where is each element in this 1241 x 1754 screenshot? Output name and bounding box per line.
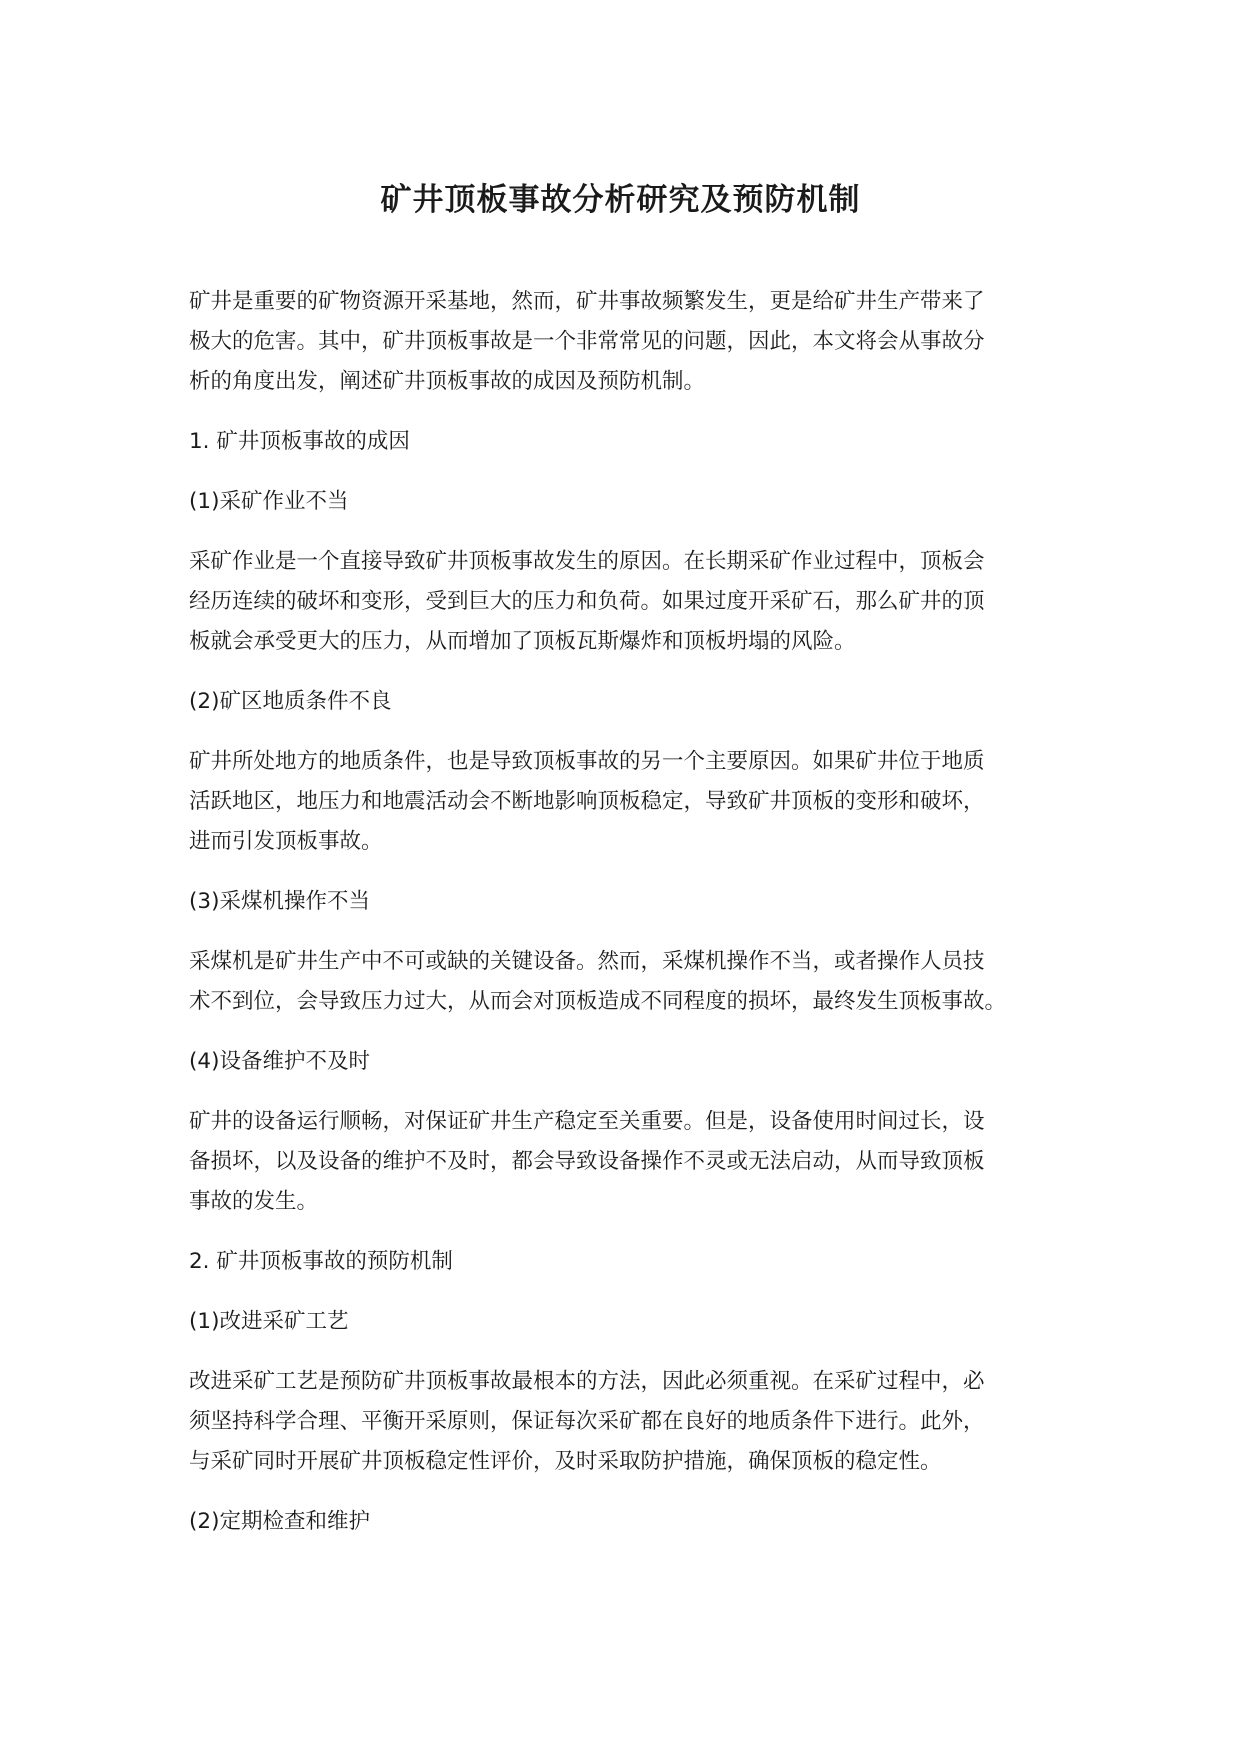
paragraph-shearer-operation: 采煤机是矿井生产中不可或缺的关键设备。然而，采煤机操作不当，或者操作人员技 术不到位，会导致压力过大，从而会对顶板造成不同程度的损坏，最终发生顶板事故。: [189, 949, 1007, 1014]
subheading-equipment-maintenance: (4)设备维护不及时: [189, 1049, 370, 1074]
paragraph-improve-process: 改进采矿工艺是预防矿井顶板事故最根本的方法，因此必须重视。在采矿过程中，必 须坚持科学合理、平衡开采原则，保证每次采矿都在良好的地质条件下进行。此外， 与采矿同时开展矿井顶板稳定性评价，及时采取防护措施，确保顶板的稳定性。: [189, 1369, 985, 1474]
subheading-regular-inspection: (2)定期检查和维护: [189, 1509, 370, 1534]
subheading-improve-process: (1)改进采矿工艺: [189, 1309, 349, 1334]
paragraph-equipment-maintenance: 矿井的设备运行顺畅，对保证矿井生产稳定至关重要。但是，设备使用时间过长，设 备损坏，以及设备的维护不及时，都会导致设备操作不灵或无法启动，从而导致顶板 事故的发生。: [189, 1109, 985, 1214]
section-heading-prevention: 2. 矿井顶板事故的预防机制: [189, 1249, 453, 1274]
subheading-shearer-operation: (3)采煤机操作不当: [189, 889, 370, 914]
paragraph-geology: 矿井所处地方的地质条件，也是导致顶板事故的另一个主要原因。如果矿井位于地质 活跃地区，地压力和地震活动会不断地影响顶板稳定，导致矿井顶板的变形和破坏， 进而引发顶板事故。: [189, 749, 985, 854]
subheading-mining-operation: (1)采矿作业不当: [189, 489, 349, 514]
document-title: 矿井顶板事故分析研究及预防机制: [380, 182, 861, 218]
intro-paragraph: 矿井是重要的矿物资源开采基地，然而，矿井事故频繁发生，更是给矿井生产带来了 极大的危害。其中，矿井顶板事故是一个非常常见的问题，因此，本文将会从事故分 析的角度出发，阐述矿井顶板事故的成因及预防机制。: [189, 289, 985, 394]
paragraph-mining-operation: 采矿作业是一个直接导致矿井顶板事故发生的原因。在长期采矿作业过程中，顶板会 经历连续的破坏和变形，受到巨大的压力和负荷。如果过度开采矿石，那么矿井的顶 板就会承受更大的压力，从而增加了顶板瓦斯爆炸和顶板坍塌的风险。: [189, 549, 985, 654]
subheading-geology: (2)矿区地质条件不良: [189, 689, 392, 714]
section-heading-causes: 1. 矿井顶板事故的成因: [189, 429, 410, 454]
document-body: [189, 282, 1059, 1562]
